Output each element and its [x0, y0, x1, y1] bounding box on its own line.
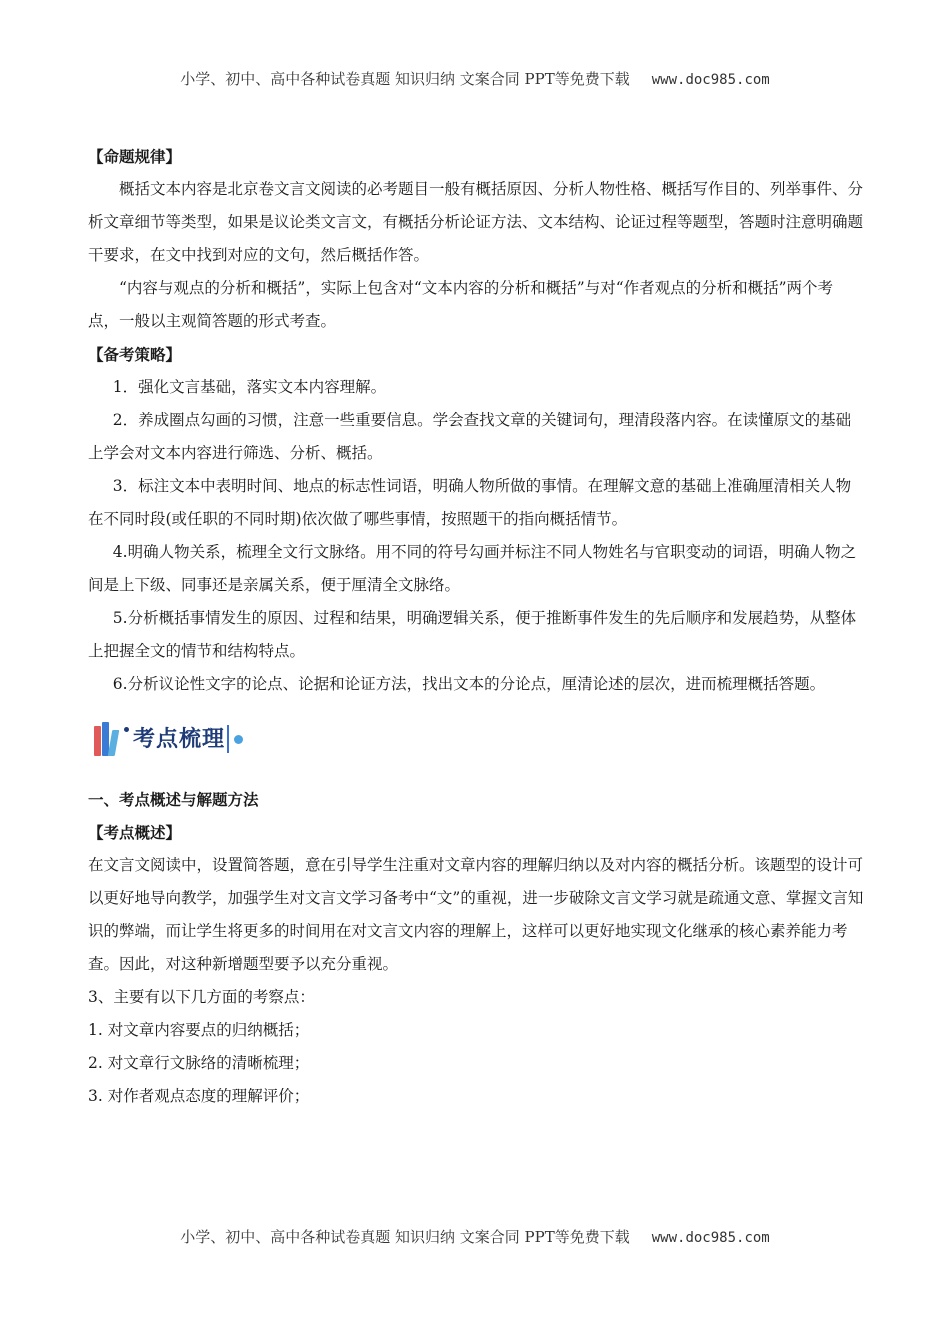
dot-icon: [124, 727, 129, 732]
footer-text: 小学、初中、高中各种试卷真题 知识归纳 文案合同 PPT等免费下载: [180, 1228, 630, 1246]
section-title-overview-methods: 一、考点概述与解题方法: [88, 790, 259, 809]
strategy-item: 1．强化文言基础，落实文本内容理解。: [112, 378, 387, 396]
header-site: www.doc985.com: [651, 72, 770, 88]
footer-site: www.doc985.com: [651, 1230, 770, 1246]
strategy-item: 5.分析概括事情发生的原因、过程和结果，明确逻辑关系，便于推断事件发生的先后顺序和发展趋势，从整体上把握全文的情节和结构特点。: [88, 609, 857, 660]
document-body: [88, 140, 864, 1113]
paragraph: “内容与观点的分析和概括”，实际上包含对“文本内容的分析和概括”与对“作者观点的分析和概括”两个考点，一般以主观简答题的形式考查。: [88, 279, 834, 330]
section-badge: [94, 713, 864, 765]
header-text: 小学、初中、高中各种试卷真题 知识归纳 文案合同 PPT等免费下载: [180, 70, 630, 88]
point-item: 1. 对文章内容要点的归纳概括；: [88, 1021, 310, 1039]
points-intro: 3、主要有以下几方面的考察点：: [88, 988, 315, 1006]
section-subtitle-overview: 【考点概述】: [88, 823, 182, 842]
books-icon: [94, 722, 118, 756]
section-title-prep-strategy: 【备考策略】: [88, 345, 182, 364]
dot-icon: [234, 735, 243, 744]
strategy-item: 4.明确人物关系，梳理全文行文脉络。用不同的符号勾画并标注不同人物姓名与官职变动的词语，明确人物之间是上下级、同事还是亲属关系，便于厘清全文脉络。: [88, 543, 857, 594]
strategy-item: 6.分析议论性文字的论点、论据和论证方法，找出文本的分论点，厘清论述的层次，进而梳理概括答题。: [112, 675, 826, 693]
strategy-item: 2．养成圈点勾画的习惯，注意一些重要信息。学会查找文章的关键词句，理清段落内容。在读懂原文的基础上学会对文本内容进行筛选、分析、概括。: [88, 411, 852, 462]
paragraph: 概括文本内容是北京卷文言文阅读的必考题目一般有概括原因、分析人物性格、概括写作目的、列举事件、分析文章细节等类型，如果是议论类文言文，有概括分析论证方法、文本结构、论证过程等题型，答题时注意明确题干要求，在文中找到对应的文句，然后概括作答。: [88, 180, 864, 264]
strategy-item: 3．标注文本中表明时间、地点的标志性词语，明确人物所做的事情。在理解文意的基础上准确厘清相关人物在不同时段(或任职的不同时期)依次做了哪些事情，按照题干的指向概括情节。: [88, 477, 852, 528]
point-item: 3. 对作者观点态度的理解评价；: [88, 1087, 310, 1105]
page-header: [0, 68, 950, 89]
point-item: 2. 对文章行文脉络的清晰梳理；: [88, 1054, 310, 1072]
page-footer: [0, 1226, 950, 1247]
paragraph: 在文言文阅读中，设置简答题，意在引导学生注重对文章内容的理解归纳以及对内容的概括分析。该题型的设计可以更好地导向教学，加强学生对文言文学习备考中“文”的重视，进一步破除文言文学习就是疏通文意、掌握文言知识的弊端，而让学生将更多的时间用在对文言文内容的理解上，这样可以更好地实现文化继承的核心素养能力考查。因此，对这种新增题型要予以充分重视。: [88, 856, 864, 973]
badge-title: 考点梳理: [133, 726, 226, 752]
section-title-proposition-rules: 【命题规律】: [88, 147, 182, 166]
cursor-icon: [227, 725, 229, 753]
